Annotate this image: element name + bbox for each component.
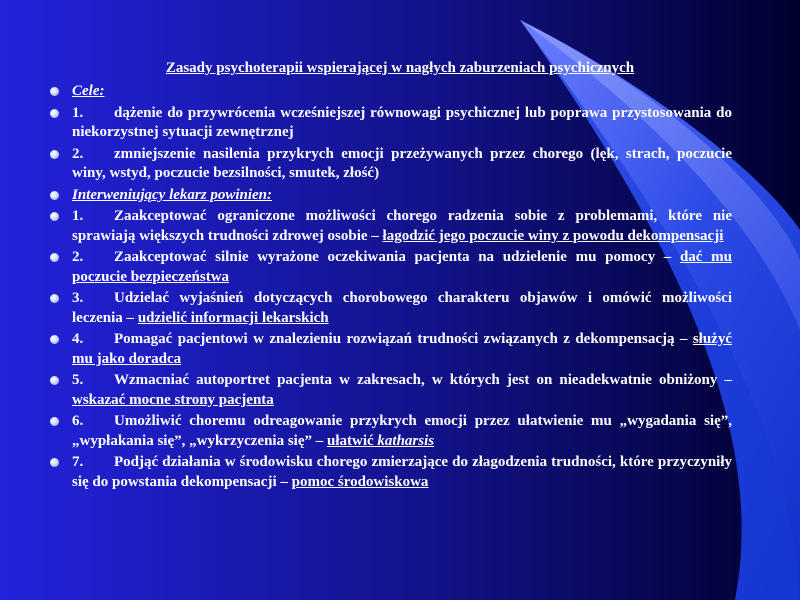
slide-title: Zasady psychoterapii wspierającej w nagłych zaburzeniach psychicznych	[165, 60, 635, 76]
item-text: Wzmacniać autoportret pacjenta w zakresach, w których jest on nieadekwatnie obniżony –	[114, 372, 732, 388]
item-number: 2.	[72, 249, 84, 265]
item-text: Zaakceptować silnie wyrażone oczekiwania pacjenta na udzielenie mu pomocy –	[114, 249, 680, 265]
item-number: 6.	[72, 413, 84, 429]
item-text: Umożliwić choremu odreagowanie przykrych emocji przez ułatwienie mu „wygadania się”, „wypłakania się”, „wykrzyczenia się” –	[72, 413, 732, 449]
bullet-icon	[50, 212, 59, 221]
list-item	[72, 248, 732, 287]
list-item	[72, 412, 732, 451]
item-emphasis: łagodzić jego poczucie winy z powodu dekompensacji	[382, 227, 724, 244]
item-emphasis: ułatwić	[327, 432, 378, 449]
item-number: 3.	[72, 290, 84, 306]
list-item	[72, 330, 732, 369]
item-text: dążenie do przywrócenia wcześniejszej równowagi psychicznej lub poprawa przystosowania do niekorzystnej sytuacji zewnętrznej	[72, 104, 732, 140]
bullet-icon	[50, 458, 59, 467]
item-number: 1.	[72, 208, 84, 224]
bullet-icon	[50, 253, 59, 262]
item-emphasis: pomoc środowiskowa	[291, 473, 429, 490]
list-item	[72, 289, 732, 328]
list-item-heading-doctor	[72, 186, 732, 206]
item-emphasis: wskazać mocne strony pacjenta	[72, 391, 274, 408]
item-number: 4.	[72, 331, 84, 347]
item-emphasis-italic: katharsis	[377, 432, 435, 449]
bullet-icon	[50, 335, 59, 344]
section-heading: Cele:	[72, 83, 105, 99]
list-item-heading-goals	[72, 82, 732, 102]
item-number: 5.	[72, 372, 84, 388]
list-item	[72, 104, 732, 143]
item-text: Udzielać wyjaśnień dotyczących chorobowego charakteru objawów i omówić możliwości leczenia –	[72, 290, 732, 326]
item-number: 1.	[72, 104, 84, 121]
list-item	[72, 453, 732, 492]
item-number: 7.	[72, 454, 84, 470]
bullet-list	[72, 82, 732, 494]
bullet-icon	[50, 294, 59, 303]
list-item	[72, 145, 732, 184]
section-heading: Interweniujący lekarz powinien:	[72, 186, 273, 203]
list-item	[72, 207, 732, 246]
item-text: Zaakceptować ograniczone możliwości chorego radzenia sobie z problemami, które nie sprawiają większych trudności zdrowej osobie –	[72, 208, 732, 244]
bullet-icon	[50, 417, 59, 426]
bullet-icon	[50, 87, 59, 96]
item-text: Pomagać pacjentowi w znalezieniu rozwiązań trudności związanych z dekompensacją –	[114, 331, 693, 347]
bullet-icon	[50, 109, 59, 118]
bullet-icon	[50, 191, 59, 200]
item-number: 2.	[72, 145, 84, 162]
item-emphasis: dać mu poczucie bezpieczeństwa	[72, 249, 732, 285]
item-emphasis: służyć mu jako doradca	[72, 331, 732, 367]
item-emphasis: udzielić informacji lekarskich	[137, 309, 329, 326]
bullet-icon	[50, 150, 59, 159]
list-item	[72, 371, 732, 410]
item-text: Podjąć działania w środowisku chorego zmierzające do złagodzenia trudności, które przyczyniły się do powstania dekompensacji –	[72, 454, 732, 490]
item-text: zmniejszenie nasilenia przykrych emocji przeżywanych przez chorego (lęk, strach, poczucie winy, wstyd, poczucie bezsilności, smutek, złość)	[72, 145, 732, 181]
bullet-icon	[50, 376, 59, 385]
